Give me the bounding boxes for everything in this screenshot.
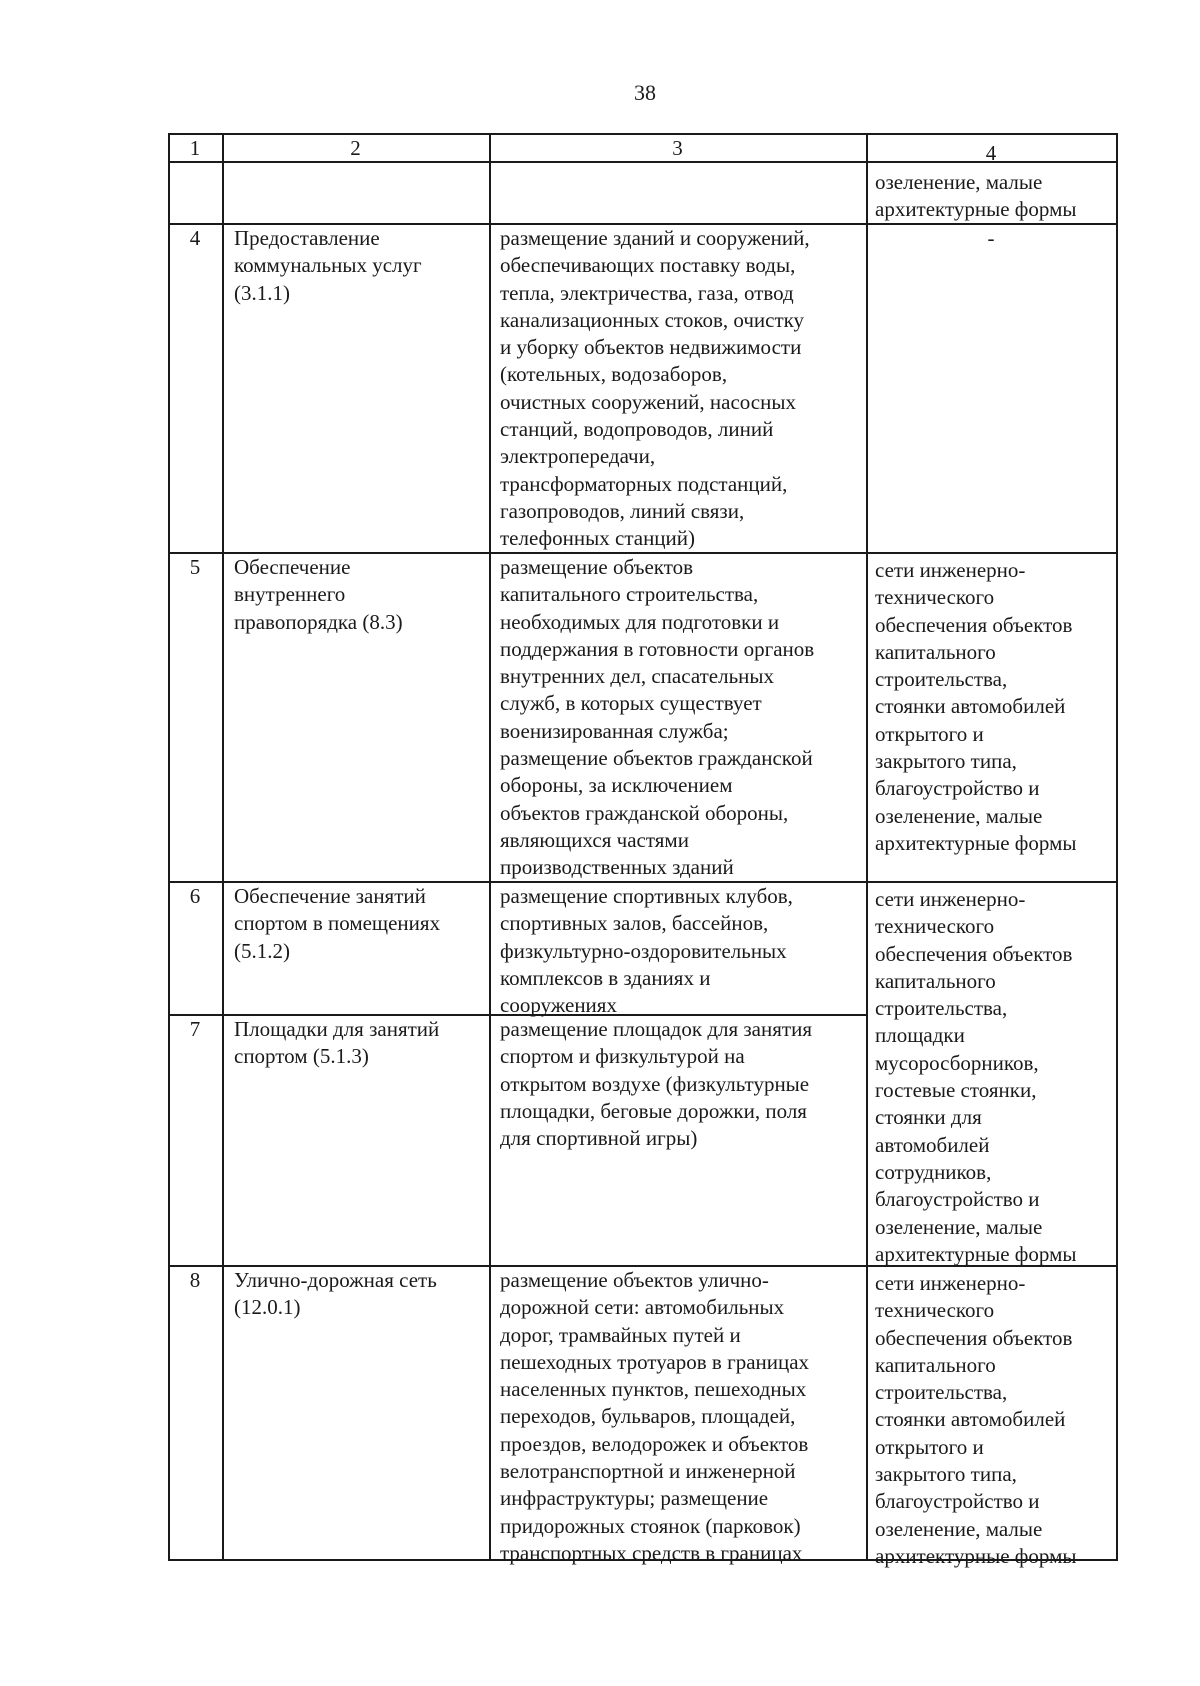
row-8-auxiliary: сети инженерно- технического обеспечения объектов капитального строительства, стоянки автомобилей открытого и закрытого типа, благоустройство и озеленение, малые архитектурные формы: [875, 1271, 1077, 1568]
row-7-num: 7: [189, 1017, 201, 1041]
row-5-name: Обеспечение внутреннего правопорядка (8.3): [234, 555, 403, 634]
row-6-description: размещение спортивных клубов, спортивных залов, бассейнов, физкультурно-оздоровительных комплексов в зданиях и сооружениях: [500, 884, 793, 1018]
continuation-aux: озеленение, малые архитектурные формы: [875, 170, 1077, 222]
header-col-1: 1: [189, 136, 201, 160]
header-col-2: 2: [350, 136, 361, 160]
row-5-auxiliary: сети инженерно- технического обеспечения объектов капитального строительства, стоянки автомобилей открытого и закрытого типа, благоустройство и озеленение, малые архитектурные формы: [875, 558, 1077, 855]
row-6-name: Обеспечение занятий спортом в помещениях (5.1.2): [234, 884, 441, 963]
page-number: 38: [634, 80, 656, 105]
row-4-auxiliary: -: [987, 226, 995, 250]
row-6-7-auxiliary: сети инженерно- технического обеспечения объектов капитального строительства, площадки мусоросборников, гостевые стоянки, стоянки для автомобилей сотрудников, благоустройство и озеленение, малые архитектурные формы: [875, 887, 1077, 1266]
table-border-right: [1116, 133, 1118, 1561]
col-divider-2: [489, 133, 491, 1561]
row-8-name: Улично-дорожная сеть (12.0.1): [234, 1268, 437, 1320]
row-5-description: размещение объектов капитального строительства, необходимых для подготовки и поддержания в готовности органов внутренних дел, спасательных служб, в которых существует военизированная служба; размещение объектов гражданской обороны, за исключением объектов гражданской обороны, являющихся частями производственных зданий: [500, 555, 815, 880]
row-6-num: 6: [189, 884, 201, 908]
row-7-description: размещение площадок для занятия спортом и физкультурой на открытом воздухе (физкультурные площадки, беговые дорожки, поля для спортивной игры): [500, 1017, 812, 1151]
table-border-left: [168, 133, 170, 1561]
header-col-3: 3: [672, 136, 683, 160]
row-4-num: 4: [189, 226, 201, 250]
row-4-name: Предоставление коммунальных услуг (3.1.1): [234, 226, 422, 305]
land-use-table: [168, 133, 1118, 1568]
col-divider-3: [866, 133, 868, 1561]
col-divider-1: [222, 133, 224, 1561]
row-7-name: Площадки для занятий спортом (5.1.3): [234, 1017, 440, 1069]
header-col-4: 4: [985, 141, 997, 165]
row-8-description: размещение объектов улично- дорожной сети: автомобильных дорог, трамвайных путей и пешеходных тротуаров в границах населенных пунктов, пешеходных переходов, бульваров, площадей, проездов, велодорожек и объектов велотранспортной и инженерной инфраструктуры; размещение придорожных стоянок (парковок) транспортных средств в границах: [500, 1268, 810, 1565]
row-8-num: 8: [189, 1268, 201, 1292]
row-5-num: 5: [189, 555, 201, 579]
row-4-description: размещение зданий и сооружений, обеспечивающих поставку воды, тепла, электричества, газа, отвод канализационных стоков, очистку и уборку объектов недвижимости (котельных, водозаборов, очистных сооружений, насосных станций, водопроводов, линий электропередачи, трансформаторных подстанций, газопроводов, линий связи, телефонных станций): [500, 226, 810, 551]
